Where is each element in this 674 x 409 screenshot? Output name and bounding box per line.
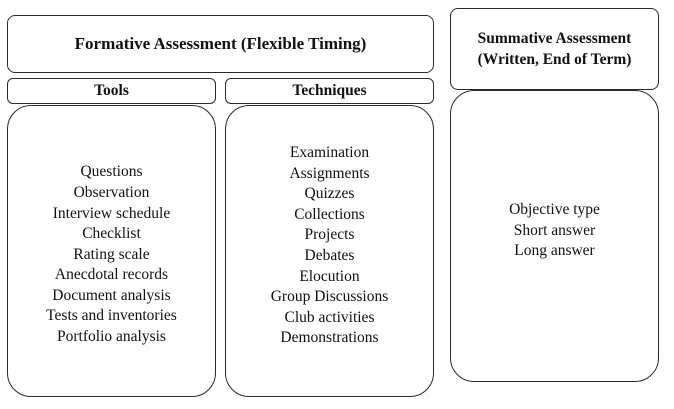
techniques-item: Elocution	[299, 267, 360, 285]
tools-item: Anecdotal records	[54, 266, 169, 284]
techniques-item: Group Discussions	[270, 288, 389, 306]
tools-item: Interview schedule	[52, 204, 171, 222]
tools-item: Document analysis	[52, 286, 171, 304]
tools-list-box	[7, 105, 216, 397]
summative-item: Short answer	[513, 221, 596, 239]
techniques-item: Collections	[294, 205, 365, 223]
techniques-title: Techniques	[292, 82, 367, 99]
summative-title-line-2: (Written, End of Term)	[477, 51, 632, 68]
techniques-header	[225, 78, 434, 104]
tools-item: Tests and inventories	[46, 307, 177, 325]
formative-assessment-header	[7, 15, 434, 73]
techniques-item: Club activities	[284, 308, 375, 326]
summative-item: Long answer	[514, 242, 595, 260]
tools-item: Rating scale	[73, 245, 150, 263]
techniques-item: Quizzes	[304, 185, 355, 203]
tools-title: Tools	[94, 82, 129, 99]
techniques-item: Demonstrations	[280, 329, 379, 347]
techniques-item: Examination	[289, 144, 370, 162]
summative-assessment-header	[450, 8, 659, 90]
tools-item: Checklist	[82, 225, 141, 243]
tools-item: Portfolio analysis	[57, 328, 166, 346]
tools-item: Observation	[73, 183, 150, 201]
techniques-list-box	[225, 105, 434, 397]
tools-item: Questions	[80, 163, 143, 181]
summative-list-box	[450, 90, 659, 382]
techniques-item: Assignments	[289, 164, 370, 182]
techniques-item: Debates	[304, 247, 355, 264]
tools-header	[7, 78, 216, 104]
techniques-item: Projects	[304, 226, 355, 244]
formative-assessment-title: Formative Assessment (Flexible Timing)	[74, 34, 367, 53]
summative-title-line-1: Summative Assessment	[477, 30, 632, 47]
summative-item: Objective type	[509, 201, 600, 219]
